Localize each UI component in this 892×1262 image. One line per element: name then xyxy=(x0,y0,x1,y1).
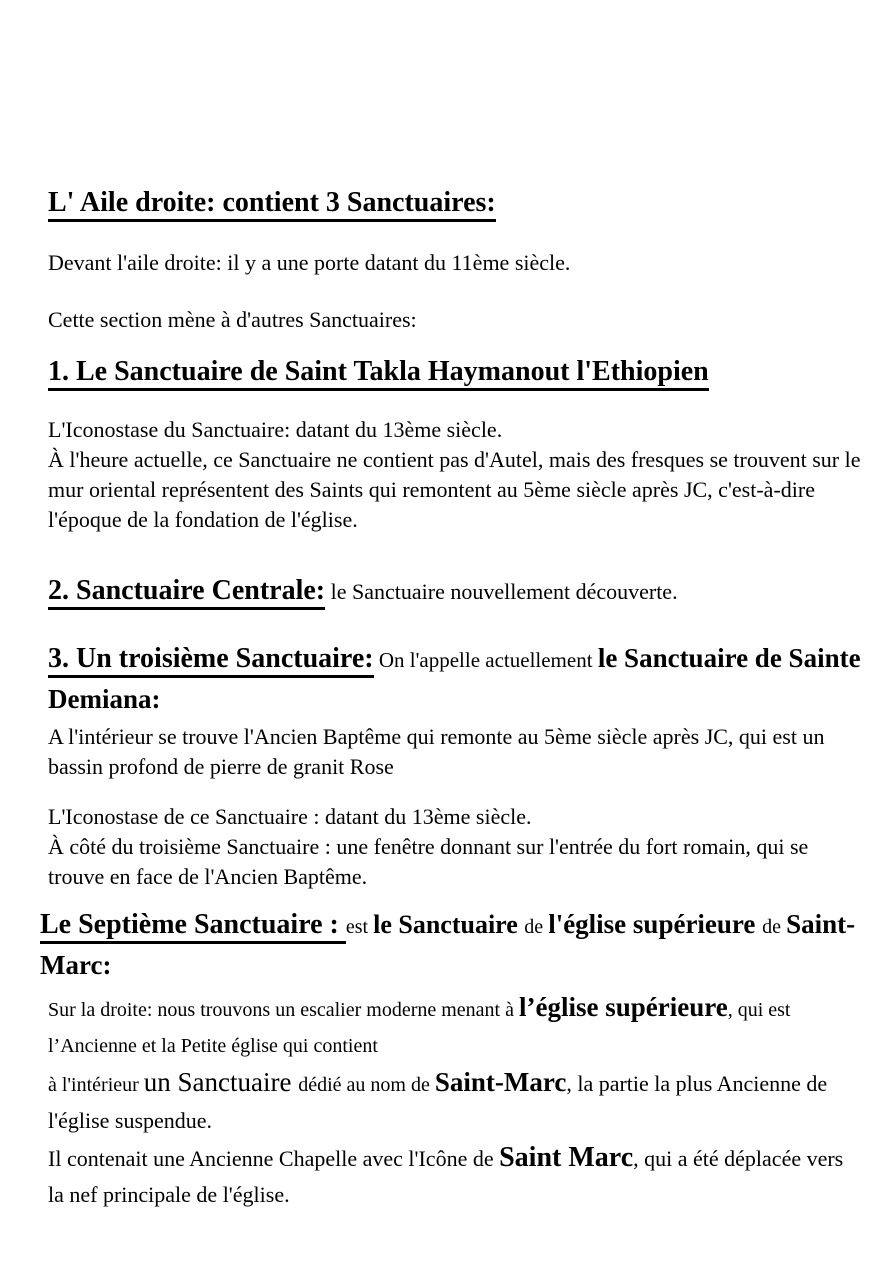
paragraph-sanctuaire-3-iconostase xyxy=(48,802,862,892)
sanctuaire-1-description: À l'heure actuelle, ce Sanctuaire ne contient pas d'Autel, mais des fresques se trouvent sur le mur oriental représentent des Saints qui remontent au 5ème siècle après JC, c'est-à-dire l'époque de la fondation de l'église. xyxy=(48,447,861,532)
heading-septieme-sanctuaire xyxy=(40,906,862,988)
heading-sanctuaire-1 xyxy=(48,355,862,393)
chapelle-run-1: Il contenait une Ancienne Chapelle avec l'Icône de xyxy=(48,1146,500,1171)
paragraph-sanctuaire-3-bapteme: A l'intérieur se trouve l'Ancien Baptême qui remonte au 5ème siècle après JC, qui est un bassin profond de pierre de granit Rose xyxy=(48,724,825,779)
sanctuaire-3-iconostase: L'Iconostase de ce Sanctuaire : datant du 13ème siècle. xyxy=(48,804,532,829)
chapelle-run-3: , qui a été déplacée vers la nef principale de l'église. xyxy=(48,1146,844,1207)
paragraph-sanctuaire-1 xyxy=(48,415,862,535)
septieme-run-de-2: de xyxy=(762,916,787,938)
sanctuaire-2-tail: le Sanctuaire nouvellement découverte. xyxy=(325,579,678,604)
heading-sanctuaire-3-text: 3. Un troisième Sanctuaire: xyxy=(48,643,374,678)
paragraph-section-mene: Cette section mène à d'autres Sanctuaires: xyxy=(48,307,417,332)
heading-aile-droite xyxy=(48,186,862,224)
paragraph-chapelle xyxy=(48,1141,862,1214)
paragraph-porte: Devant l'aile droite: il y a une porte datant du 11ème siècle. xyxy=(48,250,571,275)
sanctuaire-3-fenetre: À côté du troisième Sanctuaire : une fenêtre donnant sur l'entrée du fort romain, qui se trouve en face de l'Ancien Baptême. xyxy=(48,834,809,889)
heading-sanctuaire-3 xyxy=(48,640,862,722)
sanctuaire-3-name-bold: le Sanctuaire de Sainte Demiana: xyxy=(48,643,861,714)
saint-marc-icone-bold: Saint Marc xyxy=(499,1142,634,1173)
heading-sanctuaire-1-text: 1. Le Sanctuaire de Saint Takla Haymanout l'Ethiopien xyxy=(48,356,709,391)
heading-aile-droite-text: L' Aile droite: contient 3 Sanctuaires: xyxy=(48,187,496,222)
eglise-superieure-bold: l’église supérieure xyxy=(519,992,728,1022)
paragraph-escalier xyxy=(48,990,862,1141)
septieme-run-de-1: de xyxy=(524,916,549,938)
heading-sanctuaire-2 xyxy=(48,573,862,613)
dedie-run: dédié au nom de xyxy=(298,1074,435,1096)
heading-septieme-title: Le Septième Sanctuaire : xyxy=(40,909,346,944)
interieur-run: à l'intérieur xyxy=(48,1074,144,1096)
sanctuaire-3-tail-plain: On l'appelle actuellement xyxy=(373,648,598,672)
escalier-run-3: , qui est l’Ancienne et la Petite église qui contient xyxy=(48,999,791,1057)
heading-sanctuaire-2-text: 2. Sanctuaire Centrale: xyxy=(48,575,325,610)
septieme-run-saint-marc: Saint-Marc: xyxy=(40,909,856,980)
septieme-run-eglise-superieure: l'église supérieure xyxy=(548,909,763,939)
un-sanctuaire-large: un Sanctuaire xyxy=(143,1067,299,1097)
septieme-run-sanctuaire: le Sanctuaire xyxy=(373,910,525,939)
sanctuaire-1-iconostase: L'Iconostase du Sanctuaire: datant du 13ème siècle. xyxy=(48,417,503,442)
saint-marc-bold: Saint-Marc xyxy=(434,1067,567,1097)
escalier-run-1: Sur la droite: nous trouvons un escalier moderne menant à xyxy=(48,999,519,1021)
partie-ancienne-run: , la partie la plus Ancienne de l'église suspendue. xyxy=(48,1071,828,1133)
septieme-run-est: est xyxy=(345,916,374,938)
